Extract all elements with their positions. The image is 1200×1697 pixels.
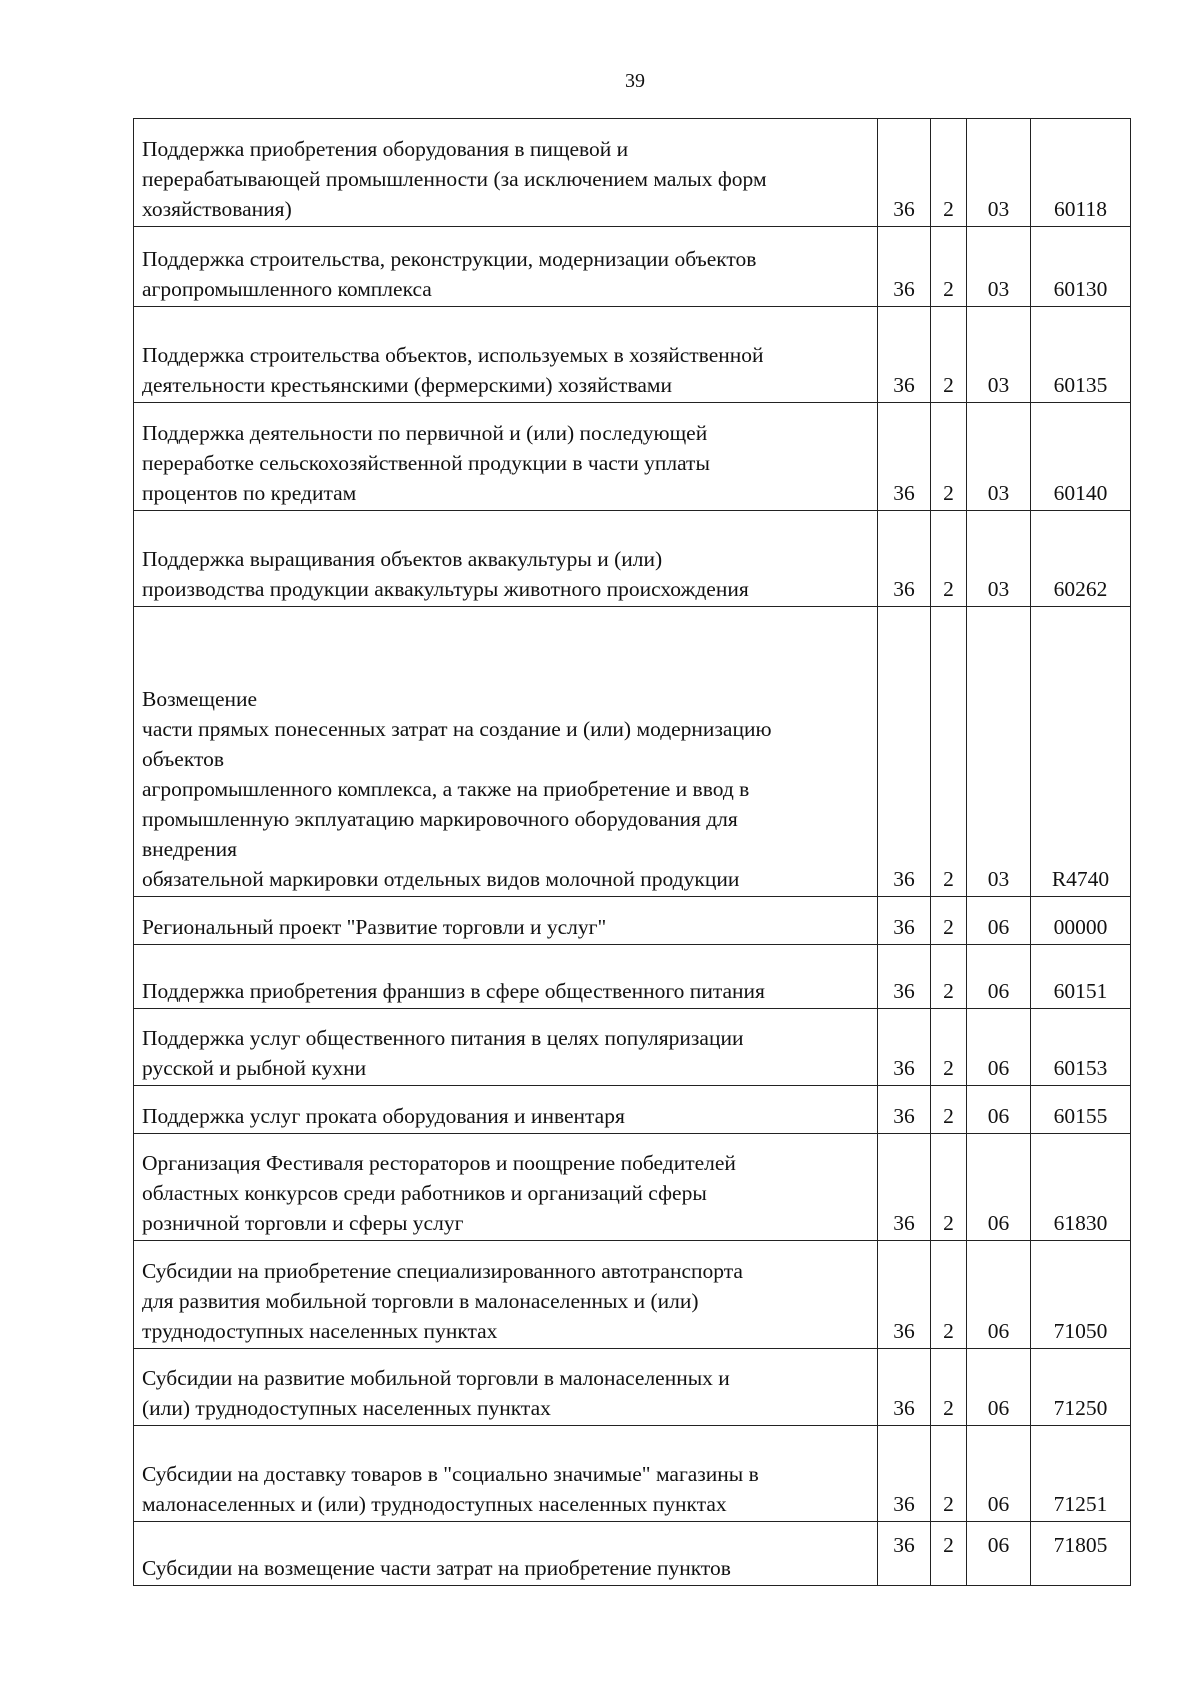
- table-row: [134, 945, 1131, 1009]
- ministry-code-cell: 36: [878, 403, 931, 511]
- item-name-line: агропромышленного комплекса: [142, 277, 432, 301]
- table-row: [134, 607, 1131, 897]
- item-name-line: Возмещение: [142, 687, 258, 711]
- program-code-cell: 2: [931, 1086, 967, 1134]
- item-name-cell: [134, 511, 878, 607]
- item-name-line: русской и рыбной кухни: [142, 1056, 367, 1080]
- program-code-cell: 2: [931, 511, 967, 607]
- subprogram-code-cell: 03: [967, 607, 1031, 897]
- subprogram-code-cell: 03: [967, 227, 1031, 307]
- program-code-cell: 2: [931, 1241, 967, 1349]
- item-name-line: внедрения: [142, 837, 238, 861]
- direction-code-cell: 60118: [1031, 119, 1131, 227]
- direction-code-cell: 71250: [1031, 1349, 1131, 1426]
- subprogram-code-cell: 03: [967, 307, 1031, 403]
- item-name-line: перерабатывающей промышленности (за исключением малых форм: [142, 167, 767, 191]
- item-name-line: Поддержка деятельности по первичной и (или) последующей: [142, 421, 708, 445]
- item-name-line: промышленную экплуатацию маркировочного оборудования для: [142, 807, 738, 831]
- direction-code-cell: 71805: [1031, 1522, 1131, 1586]
- item-name-line: процентов по кредитам: [142, 481, 357, 505]
- ministry-code-cell: 36: [878, 511, 931, 607]
- item-name-line: Поддержка услуг проката оборудования и инвентаря: [142, 1104, 625, 1128]
- direction-code-cell: 60140: [1031, 403, 1131, 511]
- direction-code-cell: 60155: [1031, 1086, 1131, 1134]
- item-name-line: Субсидии на доставку товаров в "социально значимые" магазины в: [142, 1462, 759, 1486]
- item-name-cell: [134, 945, 878, 1009]
- table-row: [134, 1241, 1131, 1349]
- item-name-line: производства продукции аквакультуры животного происхождения: [142, 577, 749, 601]
- subprogram-code-cell: 03: [967, 119, 1031, 227]
- item-name-line: агропромышленного комплекса, а также на приобретение и ввод в: [142, 777, 750, 801]
- item-name-line: Поддержка строительства, реконструкции, модернизации объектов: [142, 247, 757, 271]
- item-name-line: объектов: [142, 747, 224, 771]
- program-code-cell: 2: [931, 1134, 967, 1241]
- item-name-line: Поддержка строительства объектов, используемых в хозяйственной: [142, 343, 764, 367]
- item-name-line: малонаселенных и (или) труднодоступных населенных пунктах: [142, 1492, 727, 1516]
- table-row: [134, 897, 1131, 945]
- item-name-line: труднодоступных населенных пунктах: [142, 1319, 498, 1343]
- direction-code-cell: 60153: [1031, 1009, 1131, 1086]
- direction-code-cell: 71251: [1031, 1426, 1131, 1522]
- program-code-cell: 2: [931, 403, 967, 511]
- table-row: [134, 307, 1131, 403]
- item-name-line: части прямых понесенных затрат на создание и (или) модернизацию: [142, 717, 772, 741]
- subprogram-code-cell: 06: [967, 1241, 1031, 1349]
- program-code-cell: 2: [931, 1009, 967, 1086]
- program-code-cell: 2: [931, 897, 967, 945]
- program-code-cell: 2: [931, 945, 967, 1009]
- subprogram-code-cell: 06: [967, 1086, 1031, 1134]
- subprogram-code-cell: 06: [967, 897, 1031, 945]
- item-name-cell: [134, 403, 878, 511]
- item-name-line: Организация Фестиваля рестораторов и поощрение победителей: [142, 1151, 736, 1175]
- ministry-code-cell: 36: [878, 1241, 931, 1349]
- direction-code-cell: 61830: [1031, 1134, 1131, 1241]
- item-name-line: для развития мобильной торговли в малонаселенных и (или): [142, 1289, 699, 1313]
- item-name-line: Региональный проект "Развитие торговли и услуг": [142, 915, 607, 939]
- table-body: [134, 119, 1131, 1586]
- table-row: [134, 1086, 1131, 1134]
- direction-code-cell: 60151: [1031, 945, 1131, 1009]
- item-name-line: Субсидии на приобретение специализированного автотранспорта: [142, 1259, 743, 1283]
- table-row: [134, 1134, 1131, 1241]
- ministry-code-cell: 36: [878, 945, 931, 1009]
- table-row: [134, 227, 1131, 307]
- table-row: [134, 403, 1131, 511]
- ministry-code-cell: 36: [878, 1134, 931, 1241]
- direction-code-cell: 60135: [1031, 307, 1131, 403]
- subprogram-code-cell: 06: [967, 945, 1031, 1009]
- program-code-cell: 2: [931, 1349, 967, 1426]
- item-name-cell: [134, 897, 878, 945]
- subprogram-code-cell: 06: [967, 1009, 1031, 1086]
- page-number: 39: [625, 70, 645, 92]
- subprogram-code-cell: 03: [967, 403, 1031, 511]
- direction-code-cell: 60130: [1031, 227, 1131, 307]
- item-name-line: Поддержка выращивания объектов аквакультуры и (или): [142, 547, 663, 571]
- item-name-cell: [134, 1009, 878, 1086]
- item-name-line: Поддержка приобретения франшиз в сфере общественного питания: [142, 979, 765, 1003]
- item-name-line: хозяйствования): [142, 197, 292, 221]
- table-row: [134, 1009, 1131, 1086]
- item-name-line: (или) труднодоступных населенных пунктах: [142, 1396, 551, 1420]
- ministry-code-cell: 36: [878, 1522, 931, 1586]
- item-name-cell: [134, 1241, 878, 1349]
- table-row: [134, 511, 1131, 607]
- program-code-cell: 2: [931, 119, 967, 227]
- item-name-line: переработке сельскохозяйственной продукции в части уплаты: [142, 451, 710, 475]
- item-name-line: обязательной маркировки отдельных видов молочной продукции: [142, 867, 740, 891]
- direction-code-cell: 71050: [1031, 1241, 1131, 1349]
- item-name-line: Поддержка услуг общественного питания в целях популяризации: [142, 1026, 744, 1050]
- program-code-cell: 2: [931, 1522, 967, 1586]
- subprogram-code-cell: 06: [967, 1134, 1031, 1241]
- item-name-line: розничной торговли и сферы услуг: [142, 1211, 464, 1235]
- program-code-cell: 2: [931, 227, 967, 307]
- ministry-code-cell: 36: [878, 1426, 931, 1522]
- subprogram-code-cell: 06: [967, 1522, 1031, 1586]
- item-name-cell: [134, 1349, 878, 1426]
- item-name-cell: [134, 1086, 878, 1134]
- program-code-cell: 2: [931, 607, 967, 897]
- table-row: [134, 119, 1131, 227]
- item-name-line: Поддержка приобретения оборудования в пищевой и: [142, 137, 629, 161]
- item-name-cell: [134, 119, 878, 227]
- program-code-cell: 2: [931, 1426, 967, 1522]
- ministry-code-cell: 36: [878, 227, 931, 307]
- item-name-cell: [134, 1522, 878, 1586]
- ministry-code-cell: 36: [878, 1009, 931, 1086]
- ministry-code-cell: 36: [878, 607, 931, 897]
- table-row: [134, 1522, 1131, 1586]
- item-name-line: областных конкурсов среди работников и организаций сферы: [142, 1181, 707, 1205]
- program-code-cell: 2: [931, 307, 967, 403]
- item-name-line: деятельности крестьянскими (фермерскими) хозяйствами: [142, 373, 672, 397]
- direction-code-cell: 00000: [1031, 897, 1131, 945]
- direction-code-cell: R4740: [1031, 607, 1131, 897]
- ministry-code-cell: 36: [878, 1349, 931, 1426]
- ministry-code-cell: 36: [878, 307, 931, 403]
- direction-code-cell: 60262: [1031, 511, 1131, 607]
- subprogram-code-cell: 06: [967, 1426, 1031, 1522]
- ministry-code-cell: 36: [878, 897, 931, 945]
- subprogram-code-cell: 03: [967, 511, 1031, 607]
- item-name-cell: [134, 227, 878, 307]
- subprogram-code-cell: 06: [967, 1349, 1031, 1426]
- ministry-code-cell: 36: [878, 119, 931, 227]
- item-name-cell: [134, 1426, 878, 1522]
- table-row: [134, 1349, 1131, 1426]
- item-name-cell: [134, 1134, 878, 1241]
- item-name-cell: [134, 607, 878, 897]
- budget-classification-table: [133, 118, 1131, 1586]
- item-name-line: Субсидии на возмещение части затрат на приобретение пунктов: [142, 1556, 731, 1580]
- item-name-cell: [134, 307, 878, 403]
- ministry-code-cell: 36: [878, 1086, 931, 1134]
- item-name-line: Субсидии на развитие мобильной торговли в малонаселенных и: [142, 1366, 730, 1390]
- table-row: [134, 1426, 1131, 1522]
